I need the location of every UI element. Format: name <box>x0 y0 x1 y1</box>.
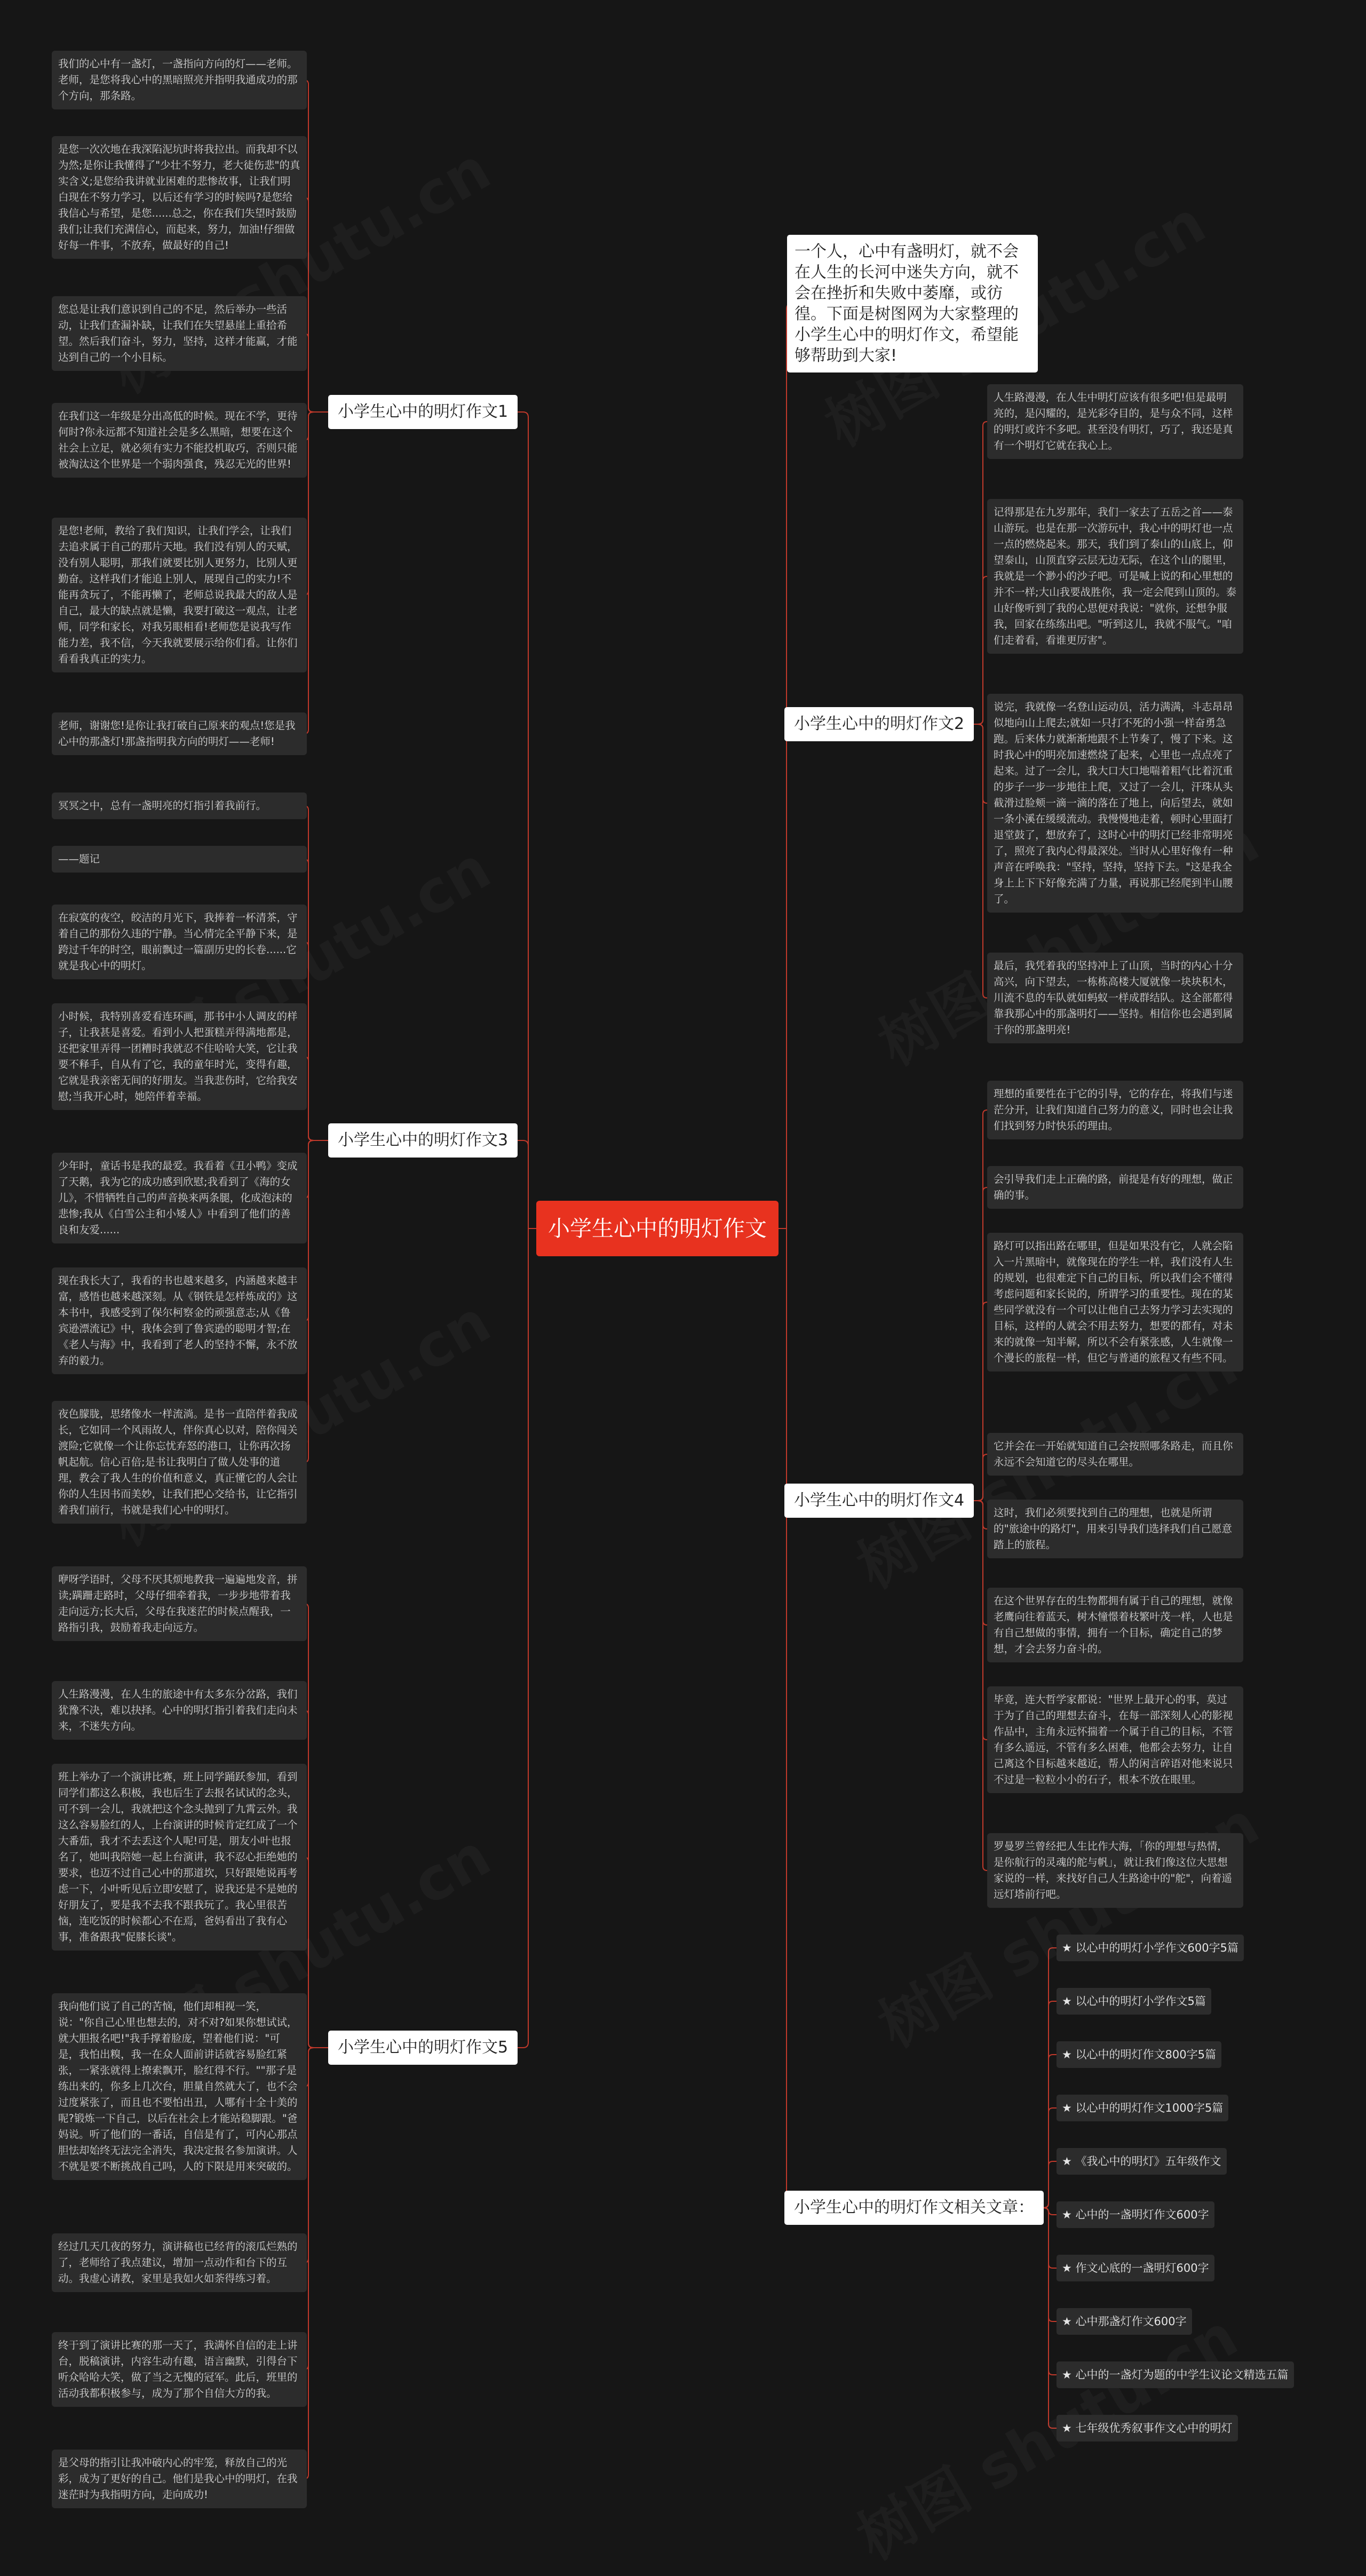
leaf-note: 路灯可以指出路在哪里，但是如果没有它，人就会陷入一片黑暗中，就像现在的学生一样，我们没有人生的规划，也很难定下自己的目标，所以我们会不懂得考虑问题和家长说的，所谓学习的重要性。现在的某些同学就没有一个可以让他自己去努力学习去实现的目标，这样的人就会不用去努力，想要的都有，对未来的就像一知半解，所以不会有紧张感，人生就像一个漫长的旅程一样，但它与普通的旅程又有些不同。 <box>987 1233 1243 1372</box>
connector-line <box>304 412 328 440</box>
connector-line <box>779 1228 792 2208</box>
related-article-link[interactable]: ★ 心中那盏灯作文600字 <box>1057 2308 1192 2335</box>
connector-line <box>304 80 328 412</box>
connector-line <box>779 304 792 1228</box>
related-article-link[interactable]: ★ 以心中的明灯作文800字5篇 <box>1057 2041 1221 2068</box>
branch-topic: 小学生心中的明灯作文1 <box>328 395 518 429</box>
connector-line <box>304 2048 328 2263</box>
intro-note: 一个人，心中有盏明灯，就不会在人生的长河中迷失方向，就不会在挫折和失败中萎靡，或彷徨。下面是树图网为大家整理的小学生心中的明灯作文，希望能够帮助到大家! <box>787 235 1038 372</box>
connector-line <box>1043 2108 1057 2208</box>
leaf-note: 班上举办了一个演讲比赛，班上同学踊跃参加，看到同学们都这么积极，我也后生了去报名试试的念头，可不到一会儿，我就把这个念头抛到了九霄云外。我这么容易脸红的人，上台演讲的时候肯定红成了一个大番茄，我才不去丢这个人呢!可是，朋友小叶也报名了，她叫我陪她一起上台演讲，我不忍心拒绝她的要求，也迈不过自己心中的那道坎，只好跟她说再考虑一下，小叶听见后立即安慰了，说我还是不是她的好朋友了，要是我不去我不跟我玩了。我心里很苦恼，连吃饭的时候都心不在焉，爸妈看出了我有心事，准备跟我"促膝长谈"。 <box>52 1764 307 1951</box>
leaf-note: 是您!老师，教给了我们知识，让我们学会，让我们去追求属于自己的那片天地。我们没有别人的天赋，没有别人聪明，那我们就要比别人更努力，比别人更勤奋。这样我们才能追上别人，展现自己的实力!不能再贪玩了，不能再懒了，老师总说我最大的敌人是自己，最大的缺点就是懒，我要打破这一观点，让老师，同学和家长，对我另眼相看!老师您是说我写作能力差，我不信，今天我就要展示给你们看。让你们看看我真正的实力。 <box>52 518 307 672</box>
connector-line <box>1043 2208 1057 2215</box>
related-article-link[interactable]: ★ 以心中的明灯作文1000字5篇 <box>1057 2095 1228 2121</box>
connector-line <box>974 1302 987 1501</box>
leaf-note: 人生路漫漫，在人生的旅途中有太多东分岔路，我们犹豫不决，难以抉择。心中的明灯指引着我们走向未来，不迷失方向。 <box>52 1681 307 1740</box>
leaf-note: 人生路漫漫，在人生中明灯应该有很多吧!但是最明亮的，是闪耀的，是光彩夺目的，是与众不同，这样的明灯或许不多吧。甚至没有明灯，巧了，我还是真有一个明灯它就在我心上。 <box>987 384 1243 459</box>
connector-line <box>974 724 987 998</box>
branch-topic: 小学生心中的明灯作文3 <box>328 1123 518 1158</box>
branch-topic: 小学生心中的明灯作文2 <box>784 707 974 741</box>
related-article-link[interactable]: ★ 心中的一盏灯为题的中学生议论文精选五篇 <box>1057 2361 1294 2388</box>
connector-line <box>1043 1948 1057 2208</box>
related-article-link[interactable]: ★ 七年级优秀叙事作文心中的明灯 <box>1057 2415 1238 2442</box>
connector-line <box>304 806 328 1140</box>
connector-line <box>304 1140 328 1462</box>
leaf-note: 是您一次次地在我深陷泥坑时将我拉出。而我却不以为然;是你让我懂得了"少壮不努力，老大徒伤悲"的真实含义;是您给我讲就业困难的悲惨故事，让我们明白现在不努力学习，以后还有学习的时候吗?是您给我信心与希望，是您......总之，你在我们失望时鼓励我们;让我们充满信心，而起来，努力，加油!仔细做好每一件事，不放弃，做最好的自己! <box>52 136 307 259</box>
connector-line <box>1043 2208 1057 2321</box>
connector-line <box>304 1857 328 2048</box>
connector-line <box>304 334 328 412</box>
connector-line <box>974 1110 987 1501</box>
leaf-note: 罗曼罗兰曾经把人生比作大海，「你的理想与热情，是你航行的灵魂的舵与帆」，就让我们像这位大思想家说的一样，来找好自己人生路途中的"舵"，向着遥远灯塔前行吧。 <box>987 1833 1243 1908</box>
leaf-note: 是父母的指引让我冲破内心的牢笼，释放自己的光彩，成为了更好的自己。他们是我心中的明灯，在我迷茫时为我指明方向，走向成功! <box>52 2450 307 2508</box>
connector-line <box>518 412 536 1228</box>
connector-line <box>1043 2208 1057 2268</box>
connector-line <box>974 724 987 803</box>
leaf-note: 我们的心中有一盏灯，一盏指向方向的灯——老师。老师，是您将我心中的黑暗照亮并指明我通成功的那个方向，那条路。 <box>52 51 307 109</box>
connector-line <box>304 1710 328 2048</box>
leaf-note: 经过几天几夜的努力，演讲稿也已经背的滚瓜烂熟的了，老师给了我点建议，增加一点动作和台下的互动。我虚心请教，家里是我如火如荼得练习着。 <box>52 2233 307 2292</box>
leaf-note: 咿呀学语时，父母不厌其烦地教我一遍遍地发音，拼读;蹒跚走路时，父母仔细牵着我，一步步地带着我走向远方;长大后，父母在我迷茫的时候点醒我，一路指引我，鼓励着我走向远方。 <box>52 1566 307 1641</box>
connector-line <box>304 942 328 1140</box>
leaf-note: 现在我长大了，我看的书也越来越多，内涵越来越丰富，感悟也越来越深刻。从《钢铁是怎样炼成的》这本书中，我感受到了保尔柯察金的顽强意志;从《鲁宾逊漂流记》中，我体会到了鲁宾逊的聪明才智;在《老人与海》中，我看到了老人的坚持不懈，永不放弃的毅力。 <box>52 1267 307 1374</box>
connector-line <box>518 1140 536 1228</box>
related-article-link[interactable]: ★ 作文心底的一盏明灯600字 <box>1057 2255 1214 2281</box>
connector-line <box>304 1057 328 1140</box>
related-article-link[interactable]: ★ 以心中的明灯小学作文600字5篇 <box>1057 1935 1244 1961</box>
connector-line <box>974 1501 987 1740</box>
branch-topic: 小学生心中的明灯作文4 <box>784 1484 974 1518</box>
connector-line <box>974 1501 987 1529</box>
leaf-note: 老师，谢谢您!是你让我打破自己原来的观点!您是我心中的那盏灯!那盏指明我方向的明灯——老师! <box>52 712 307 755</box>
connector-line <box>1043 2055 1057 2208</box>
connector-line <box>1043 2001 1057 2208</box>
connector-line <box>304 197 328 412</box>
leaf-note: 您总是让我们意识到自己的不足，然后举办一些活动，让我们查漏补缺，让我们在失望悬崖上重拾希望。然后我们奋斗，努力，坚持，这样才能赢，才能达到自己的一个小目标。 <box>52 296 307 371</box>
leaf-note: 说完，我就像一名登山运动员，活力满满，斗志昂昂似地向山上爬去;就如一只打不死的小强一样奋勇急跑。后来体力就渐渐地跟不上节奏了，慢了下来。这时我心中的明亮加速燃烧了起来，心里也一点点亮了起来。过了一会儿，我大口大口地喘着粗气比着沉重的步子一步一步地往上爬，又过了一会儿，汗珠从头截滑过脸颊一滴一滴的落在了地上，向后望去，就如一条小溪在缓缓流动。我慢慢地走着，顿时心里面打退堂鼓了，想放弃了，这时心中的明灯已经非常明亮了，照亮了我内心得最深处。当时从心里好像有一种声音在呼唤我："坚持，坚持，坚持下去。"这是我全身上上下下好像充满了力量，再说那已经爬到半山腰了。 <box>987 694 1243 913</box>
connector-line <box>1043 2208 1057 2375</box>
leaf-note: 小时候，我特别喜爱看连环画，那书中小人调皮的样子，让我甚是喜爱。看到小人把蛋糕弄得满地都是，还把家里弄得一团糟时我就忍不住哈哈大笑，它让我要不释手，自从有了它，我的童年时光，变得有趣，它就是我亲密无间的好朋友。当我悲伤时，它给我安慰;当我开心时，她陪伴着幸福。 <box>52 1003 307 1110</box>
leaf-note: 冥冥之中，总有一盏明亮的灯指引着我前行。 <box>52 792 307 819</box>
connector-line <box>779 1228 792 1501</box>
leaf-note: ——题记 <box>52 846 307 873</box>
connector-line <box>974 576 987 724</box>
leaf-note: 记得那是在九岁那年，我们一家去了五岳之首——泰山游玩。也是在那一次游玩中，我心中的明灯也一点一点的燃烧起来。那天，我们到了泰山的山底上，仰望泰山，山顶直穿云层无边无际，在这个山的腿里，我就是一个渺小的沙子吧。可是喊上说的和心里想的并不一样;大山我要战胜你，我一定会爬到山顶的。泰山好像听到了我的心思便对我说："就你，还想争服我，回家在练练出吧。"听到这儿，我就不服气。"咱们走着看，看谁更厉害"。 <box>987 499 1243 654</box>
leaf-note: 在这个世界存在的生物都拥有属于自己的理想，就像老鹰向往着蓝天，树木憧憬着枝繁叶茂一样，人也是有自己想做的事情，拥有一个目标，确定自己的梦想，才会去努力奋斗的。 <box>987 1588 1243 1662</box>
leaf-note: 在我们这一年级是分出高低的时候。现在不学，更待何时?你永远都不知道社会是多么黑暗，想要在这个社会上立足，就必须有实力不能投机取巧，否则只能被淘汰这个世界是一个弱肉强食，残忍无光的世界! <box>52 403 307 478</box>
leaf-note: 终于到了演讲比赛的那一天了，我满怀自信的走上讲台，脱稿演讲，内容生动有趣，语言幽默，引得台下听众哈哈大笑，做了当之无愧的冠军。此后，班里的活动我都积极参与，成为了那个自信大方的我。 <box>52 2332 307 2407</box>
connector-line <box>974 422 987 724</box>
related-article-link[interactable]: ★ 心中的一盏明灯作文600字 <box>1057 2201 1214 2228</box>
connector-line <box>974 1454 987 1501</box>
branch-topic: 小学生心中的明灯作文5 <box>328 2031 518 2065</box>
leaf-note: 它并会在一开始就知道自己会按照哪条路走，而且你永远不会知道它的尽头在哪里。 <box>987 1433 1243 1476</box>
connector-line <box>974 1501 987 1625</box>
connector-line <box>304 859 328 1140</box>
root-topic: 小学生心中的明灯作文 <box>536 1201 779 1256</box>
connector-line <box>974 1187 987 1501</box>
connector-line <box>304 2048 328 2087</box>
connector-line <box>1043 2208 1057 2428</box>
connector-line <box>518 1228 536 2048</box>
leaf-note: 毕竟，连大哲学家都说："世界上最开心的事，莫过于为了自己的理想去奋斗，在每一部深刻人心的影视作品中，主角永远怀揣着一个属于自己的目标，不管有多么遥远，不管有多么困难，他都会去努力，让自己离这个目标越来越近，帮人的闲言碎语对他来说只不过是一粒粒小小的石子，根本不放在眼里。 <box>987 1686 1243 1793</box>
connector-line <box>974 1501 987 1870</box>
leaf-note: 会引导我们走上正确的路，前提是有好的理想，做正确的事。 <box>987 1166 1243 1209</box>
connector-line <box>304 1140 328 1321</box>
related-article-link[interactable]: ★ 以心中的明灯小学作文5篇 <box>1057 1988 1211 2015</box>
leaf-note: 夜色朦胧，思绪像水一样流淌。是书一直陪伴着我成长，它如同一个风雨故人，伴你真心以对，陪你闯关渡险;它就像一个让你忘忧弃怒的港口，让你再次扬帆起航。信心百倍;是书让我明白了做人处事的道理，教会了我人生的价值和意义，真正懂它的人会让你的人生因书而美妙，让我们把心交给书，让它指引着我们前行，书就是我们心中的明灯。 <box>52 1401 307 1524</box>
leaf-note: 这时，我们必须要找到自己的理想，也就是所谓的"旅途中的路灯"，用来引导我们选择我们自己愿意踏上的旅程。 <box>987 1500 1243 1558</box>
related-article-link[interactable]: ★ 《我心中的明灯》五年级作文 <box>1057 2148 1227 2175</box>
connector-line <box>304 2048 328 2479</box>
leaf-note: 理想的重要性在于它的引导，它的存在，将我们与迷茫分开，让我们知道自己努力的意义，同时也会让我们找到努力时快乐的理由。 <box>987 1081 1243 1139</box>
connector-line <box>304 2048 328 2369</box>
leaf-note: 在寂寞的夜空，皎洁的月光下，我捧着一杯清茶，守着自己的那份久违的宁静。当心情完全平静下来，是跨过千年的时空，眼前飘过一篇副历史的长卷......它就是我心中的明灯。 <box>52 905 307 979</box>
connector-line <box>1043 2161 1057 2208</box>
leaf-note: 我向他们说了自己的苦恼，他们却相视一笑，说："你自己心里也想去的，对不对?如果你想试试，就大胆报名吧!"我手撑着脸庞，望着他们说："可是，我怕出糗，我一在众人面前讲话就容易脸红紧张，一紧张就得上撩索飘开，脸红得不行。""那子是练出来的，你多上几次台，胆量自然就大了，也不会过度紧张了，而且也不要怕出丑，人哪有十全十美的呢?锻炼一下自己，以后在社会上才能站稳脚跟。"爸妈说。听了他们的一番话，自信是有了，可内心那点胆怯却始终无法完全消失，我决定报名参加演讲。人不就是要不断挑战自己吗，人的下限是用来突破的。 <box>52 1993 307 2180</box>
connector-line <box>779 724 792 1228</box>
connector-line <box>304 412 328 734</box>
leaf-note: 最后，我凭着我的坚持冲上了山顶，当时的内心十分高兴，向下望去，一栋栋高楼大厦就像一块块积木，川流不息的车队就如蚂蚁一样成群结队。这全部都得靠我那心中的那盏明灯——坚持。相信你也会遇到属于你的那盏明亮! <box>987 953 1243 1043</box>
connector-line <box>304 1140 328 1198</box>
leaf-note: 少年时，童话书是我的最爱。我看着《丑小鸭》变成了天鹅，我为它的成功感到欣慰;我看到了《海的女儿》，不惜牺牲自己的声音换来两条腿，化成泡沫的悲惨;我从《白雪公主和小矮人》中看到了他们的善良和友爱...... <box>52 1153 307 1243</box>
branch-topic: 小学生心中的明灯作文相关文章： <box>784 2191 1044 2225</box>
connector-line <box>304 1604 328 2048</box>
